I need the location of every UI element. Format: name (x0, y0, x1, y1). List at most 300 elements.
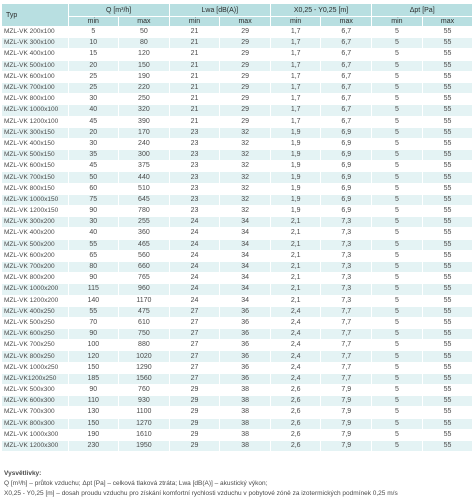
cell-value: 55 (422, 82, 473, 93)
cell-value: 55 (422, 418, 473, 429)
cell-value: 36 (220, 362, 271, 373)
cell-value: 1170 (119, 295, 170, 306)
cell-value: 1,7 (270, 94, 321, 105)
cell-value: 34 (220, 273, 271, 284)
cell-value: 65 (68, 250, 119, 261)
cell-value: 25 (68, 82, 119, 93)
table-row (2, 138, 473, 149)
cell-value: 29 (169, 429, 220, 440)
cell-value: 24 (169, 261, 220, 272)
cell-value: 34 (220, 261, 271, 272)
cell-value: 29 (169, 385, 220, 396)
cell-type: MZL-VK 700x100 (2, 82, 68, 93)
cell-value: 1560 (119, 373, 170, 384)
cell-value: 1,7 (270, 49, 321, 60)
cell-value: 1,7 (270, 27, 321, 38)
cell-type: MZL-VK 800x150 (2, 183, 68, 194)
cell-value: 5 (372, 105, 423, 116)
cell-value: 29 (220, 116, 271, 127)
cell-value: 100 (68, 340, 119, 351)
cell-value: 29 (220, 60, 271, 71)
cell-value: 55 (422, 440, 473, 451)
cell-value: 5 (372, 206, 423, 217)
cell-value: 21 (169, 49, 220, 60)
cell-value: 29 (220, 71, 271, 82)
specification-table (2, 4, 473, 452)
cell-value: 34 (220, 217, 271, 228)
cell-value: 7,7 (321, 329, 372, 340)
header-max: max (321, 17, 372, 27)
table-row (2, 396, 473, 407)
cell-value: 1020 (119, 351, 170, 362)
table-row (2, 172, 473, 183)
table-row (2, 407, 473, 418)
cell-value: 5 (372, 362, 423, 373)
cell-value: 5 (372, 194, 423, 205)
cell-value: 5 (372, 440, 423, 451)
cell-value: 475 (119, 306, 170, 317)
cell-value: 1,9 (270, 138, 321, 149)
cell-value: 90 (68, 273, 119, 284)
cell-value: 55 (422, 407, 473, 418)
cell-value: 6,9 (321, 206, 372, 217)
cell-value: 34 (220, 228, 271, 239)
table-header (2, 4, 473, 27)
cell-value: 75 (68, 194, 119, 205)
cell-value: 1270 (119, 418, 170, 429)
cell-type: MZL-VK 500x200 (2, 239, 68, 250)
cell-value: 6,7 (321, 49, 372, 60)
cell-value: 765 (119, 273, 170, 284)
cell-value: 7,7 (321, 373, 372, 384)
cell-value: 255 (119, 217, 170, 228)
cell-value: 27 (169, 362, 220, 373)
cell-type: MZL-VK 500x150 (2, 150, 68, 161)
cell-value: 34 (220, 239, 271, 250)
cell-type: MZL-VK 300x200 (2, 217, 68, 228)
cell-value: 55 (422, 105, 473, 116)
cell-value: 24 (169, 284, 220, 295)
cell-value: 21 (169, 27, 220, 38)
cell-value: 29 (169, 418, 220, 429)
cell-value: 5 (372, 228, 423, 239)
cell-value: 250 (119, 94, 170, 105)
cell-value: 5 (372, 239, 423, 250)
table-row (2, 351, 473, 362)
cell-type: MZL-VK 400x100 (2, 49, 68, 60)
cell-type: MZL-VK 600x300 (2, 396, 68, 407)
cell-value: 1,7 (270, 38, 321, 49)
cell-value: 750 (119, 329, 170, 340)
cell-value: 5 (372, 373, 423, 384)
cell-type: MZL-VK 800x200 (2, 273, 68, 284)
header-sound-power: Lwa [dB(A)] (169, 4, 270, 17)
table-row (2, 373, 473, 384)
table-row (2, 183, 473, 194)
cell-value: 55 (68, 239, 119, 250)
cell-value: 5 (372, 127, 423, 138)
cell-value: 55 (422, 127, 473, 138)
cell-type: MZL-VK 400x200 (2, 228, 68, 239)
cell-value: 6,7 (321, 60, 372, 71)
cell-value: 5 (372, 49, 423, 60)
cell-value: 23 (169, 150, 220, 161)
cell-value: 5 (372, 396, 423, 407)
table-row (2, 228, 473, 239)
table-row (2, 418, 473, 429)
cell-type: MZL-VK 800x300 (2, 418, 68, 429)
header-min: min (169, 17, 220, 27)
legend (4, 469, 474, 499)
cell-value: 29 (220, 49, 271, 60)
table-row (2, 127, 473, 138)
cell-value: 55 (422, 228, 473, 239)
cell-value: 23 (169, 183, 220, 194)
cell-type: MZL-VK 400x250 (2, 306, 68, 317)
cell-value: 24 (169, 250, 220, 261)
cell-value: 50 (119, 27, 170, 38)
cell-value: 38 (220, 418, 271, 429)
cell-type: MZL-VK 500x100 (2, 60, 68, 71)
cell-value: 6,7 (321, 82, 372, 93)
header-min: min (68, 17, 119, 27)
cell-type: MZL-VK 1000x300 (2, 429, 68, 440)
cell-value: 6,9 (321, 161, 372, 172)
cell-type: MZL-VK 1200x150 (2, 206, 68, 217)
cell-value: 375 (119, 161, 170, 172)
cell-value: 21 (169, 60, 220, 71)
cell-value: 45 (68, 161, 119, 172)
table-row (2, 317, 473, 328)
cell-value: 7,3 (321, 217, 372, 228)
cell-value: 55 (422, 94, 473, 105)
cell-value: 7,9 (321, 440, 372, 451)
cell-value: 29 (169, 396, 220, 407)
cell-value: 7,9 (321, 396, 372, 407)
cell-value: 24 (169, 217, 220, 228)
cell-value: 6,9 (321, 138, 372, 149)
cell-value: 2,1 (270, 295, 321, 306)
cell-value: 32 (220, 127, 271, 138)
cell-value: 6,7 (321, 94, 372, 105)
cell-value: 5 (372, 71, 423, 82)
cell-value: 5 (372, 116, 423, 127)
cell-value: 34 (220, 250, 271, 261)
cell-value: 55 (422, 340, 473, 351)
cell-value: 5 (372, 250, 423, 261)
cell-value: 2,1 (270, 273, 321, 284)
cell-value: 560 (119, 250, 170, 261)
cell-value: 24 (169, 239, 220, 250)
cell-value: 5 (372, 183, 423, 194)
cell-value: 7,7 (321, 362, 372, 373)
cell-value: 23 (169, 194, 220, 205)
cell-value: 5 (372, 273, 423, 284)
cell-value: 29 (220, 94, 271, 105)
table-row (2, 284, 473, 295)
legend-title: Vysvětlivky: (4, 470, 42, 477)
cell-value: 320 (119, 105, 170, 116)
table-row (2, 150, 473, 161)
cell-value: 440 (119, 172, 170, 183)
cell-value: 32 (220, 194, 271, 205)
header-max: max (119, 17, 170, 27)
cell-type: MZL-VK 700x200 (2, 261, 68, 272)
cell-value: 23 (169, 138, 220, 149)
cell-value: 21 (169, 94, 220, 105)
header-min: min (372, 17, 423, 27)
cell-value: 35 (68, 150, 119, 161)
cell-value: 2,1 (270, 239, 321, 250)
cell-value: 1,7 (270, 60, 321, 71)
cell-value: 185 (68, 373, 119, 384)
cell-type: MZL-VK 800x100 (2, 94, 68, 105)
cell-type: MZL-VK 600x250 (2, 329, 68, 340)
table-body (2, 27, 473, 452)
cell-value: 5 (372, 27, 423, 38)
cell-value: 300 (119, 150, 170, 161)
cell-type: MZL-VK 700x300 (2, 407, 68, 418)
cell-value: 24 (169, 273, 220, 284)
cell-type: MZL-VK 300x100 (2, 38, 68, 49)
cell-value: 90 (68, 329, 119, 340)
table-row (2, 206, 473, 217)
cell-value: 610 (119, 317, 170, 328)
cell-value: 2,1 (270, 228, 321, 239)
table-row (2, 194, 473, 205)
cell-value: 150 (68, 362, 119, 373)
cell-value: 25 (68, 71, 119, 82)
table-row (2, 105, 473, 116)
cell-value: 38 (220, 396, 271, 407)
cell-value: 120 (68, 351, 119, 362)
cell-value: 50 (68, 172, 119, 183)
cell-value: 5 (68, 27, 119, 38)
cell-type: MZL-VK 1200x300 (2, 440, 68, 451)
cell-type: MZL-VK1200x250 (2, 373, 68, 384)
legend-line: X0,25 - Y0,25 [m] – dosah proudu vzduchu pro získání komfortní rychlosti vzduchu v pobytové zóně za izotermických podmínek 0,25 m/s (4, 490, 398, 497)
cell-value: 21 (169, 82, 220, 93)
cell-value: 120 (119, 49, 170, 60)
cell-type: MZL-VK 600x150 (2, 161, 68, 172)
cell-value: 32 (220, 138, 271, 149)
cell-value: 21 (169, 116, 220, 127)
cell-value: 30 (68, 138, 119, 149)
cell-value: 55 (422, 217, 473, 228)
cell-value: 38 (220, 385, 271, 396)
cell-value: 55 (422, 306, 473, 317)
cell-value: 110 (68, 396, 119, 407)
cell-value: 7,3 (321, 261, 372, 272)
cell-value: 29 (220, 105, 271, 116)
table-row (2, 261, 473, 272)
cell-value: 55 (422, 183, 473, 194)
cell-value: 55 (422, 161, 473, 172)
cell-type: MZL-VK 200x100 (2, 27, 68, 38)
cell-value: 32 (220, 172, 271, 183)
cell-value: 55 (422, 71, 473, 82)
cell-type: MZL-VK 1200x200 (2, 295, 68, 306)
cell-value: 5 (372, 306, 423, 317)
cell-value: 27 (169, 317, 220, 328)
cell-value: 660 (119, 261, 170, 272)
table-row (2, 362, 473, 373)
cell-value: 23 (169, 172, 220, 183)
cell-value: 27 (169, 373, 220, 384)
cell-value: 1,7 (270, 82, 321, 93)
header-min: min (270, 17, 321, 27)
cell-value: 1,9 (270, 206, 321, 217)
cell-value: 55 (422, 49, 473, 60)
cell-value: 55 (422, 261, 473, 272)
cell-value: 90 (68, 385, 119, 396)
cell-value: 55 (422, 194, 473, 205)
cell-type: MZL-VK 700x150 (2, 172, 68, 183)
cell-value: 7,9 (321, 418, 372, 429)
cell-value: 2,4 (270, 351, 321, 362)
cell-value: 6,7 (321, 105, 372, 116)
cell-value: 6,9 (321, 194, 372, 205)
cell-value: 390 (119, 116, 170, 127)
cell-value: 7,7 (321, 317, 372, 328)
cell-value: 645 (119, 194, 170, 205)
cell-value: 6,9 (321, 127, 372, 138)
cell-value: 5 (372, 295, 423, 306)
table-row (2, 329, 473, 340)
cell-value: 55 (422, 206, 473, 217)
cell-value: 7,3 (321, 250, 372, 261)
cell-value: 36 (220, 373, 271, 384)
cell-type: MZL-VK 700x250 (2, 340, 68, 351)
cell-value: 34 (220, 284, 271, 295)
cell-value: 55 (422, 172, 473, 183)
table-row (2, 82, 473, 93)
cell-value: 10 (68, 38, 119, 49)
cell-value: 27 (169, 340, 220, 351)
cell-type: MZL-VK 500x300 (2, 385, 68, 396)
cell-value: 7,3 (321, 295, 372, 306)
cell-value: 55 (422, 362, 473, 373)
cell-value: 130 (68, 407, 119, 418)
cell-value: 1290 (119, 362, 170, 373)
cell-value: 1100 (119, 407, 170, 418)
cell-value: 55 (422, 38, 473, 49)
cell-value: 880 (119, 340, 170, 351)
cell-value: 32 (220, 206, 271, 217)
cell-value: 5 (372, 138, 423, 149)
cell-value: 36 (220, 306, 271, 317)
table-row (2, 295, 473, 306)
cell-value: 5 (372, 217, 423, 228)
cell-value: 2,4 (270, 340, 321, 351)
cell-value: 36 (220, 317, 271, 328)
cell-value: 5 (372, 317, 423, 328)
cell-value: 2,1 (270, 284, 321, 295)
table-row (2, 306, 473, 317)
cell-value: 240 (119, 138, 170, 149)
cell-value: 55 (422, 27, 473, 38)
cell-value: 360 (119, 228, 170, 239)
cell-value: 7,3 (321, 239, 372, 250)
cell-value: 7,3 (321, 228, 372, 239)
cell-value: 5 (372, 94, 423, 105)
cell-value: 1,7 (270, 105, 321, 116)
cell-value: 2,6 (270, 440, 321, 451)
cell-value: 6,9 (321, 172, 372, 183)
cell-type: MZL-VK 1000x100 (2, 105, 68, 116)
cell-value: 5 (372, 261, 423, 272)
cell-type: MZL-VK 1000x200 (2, 284, 68, 295)
cell-type: MZL-VK 600x200 (2, 250, 68, 261)
cell-value: 6,7 (321, 38, 372, 49)
cell-value: 36 (220, 329, 271, 340)
cell-value: 7,7 (321, 340, 372, 351)
table-row (2, 440, 473, 451)
cell-type: MZL-VK 1200x100 (2, 116, 68, 127)
table-row (2, 49, 473, 60)
cell-value: 55 (422, 317, 473, 328)
cell-value: 220 (119, 82, 170, 93)
cell-value: 510 (119, 183, 170, 194)
table-row (2, 71, 473, 82)
cell-value: 2,6 (270, 385, 321, 396)
cell-value: 55 (422, 250, 473, 261)
cell-value: 23 (169, 127, 220, 138)
cell-value: 27 (169, 306, 220, 317)
table-row (2, 161, 473, 172)
cell-value: 2,1 (270, 250, 321, 261)
cell-value: 29 (220, 38, 271, 49)
cell-value: 55 (422, 273, 473, 284)
cell-value: 230 (68, 440, 119, 451)
cell-value: 2,4 (270, 317, 321, 328)
cell-value: 1,7 (270, 71, 321, 82)
cell-value: 45 (68, 116, 119, 127)
cell-value: 1,9 (270, 172, 321, 183)
cell-value: 6,7 (321, 71, 372, 82)
cell-value: 2,6 (270, 396, 321, 407)
table-row (2, 429, 473, 440)
cell-value: 7,3 (321, 284, 372, 295)
cell-value: 150 (119, 60, 170, 71)
cell-value: 38 (220, 407, 271, 418)
cell-value: 36 (220, 351, 271, 362)
cell-value: 2,4 (270, 362, 321, 373)
cell-value: 6,9 (321, 183, 372, 194)
cell-value: 20 (68, 60, 119, 71)
cell-value: 6,9 (321, 150, 372, 161)
cell-value: 55 (422, 60, 473, 71)
header-typ: Typ (2, 4, 68, 27)
cell-value: 55 (422, 284, 473, 295)
cell-value: 55 (422, 295, 473, 306)
cell-value: 55 (422, 373, 473, 384)
table-row (2, 27, 473, 38)
cell-value: 80 (68, 261, 119, 272)
cell-value: 32 (220, 161, 271, 172)
cell-value: 1,9 (270, 150, 321, 161)
cell-value: 2,4 (270, 329, 321, 340)
cell-value: 5 (372, 340, 423, 351)
cell-value: 170 (119, 127, 170, 138)
cell-value: 27 (169, 329, 220, 340)
cell-type: MZL-VK 600x100 (2, 71, 68, 82)
cell-value: 7,3 (321, 273, 372, 284)
cell-value: 55 (422, 329, 473, 340)
cell-value: 55 (422, 429, 473, 440)
cell-value: 21 (169, 71, 220, 82)
cell-value: 15 (68, 49, 119, 60)
